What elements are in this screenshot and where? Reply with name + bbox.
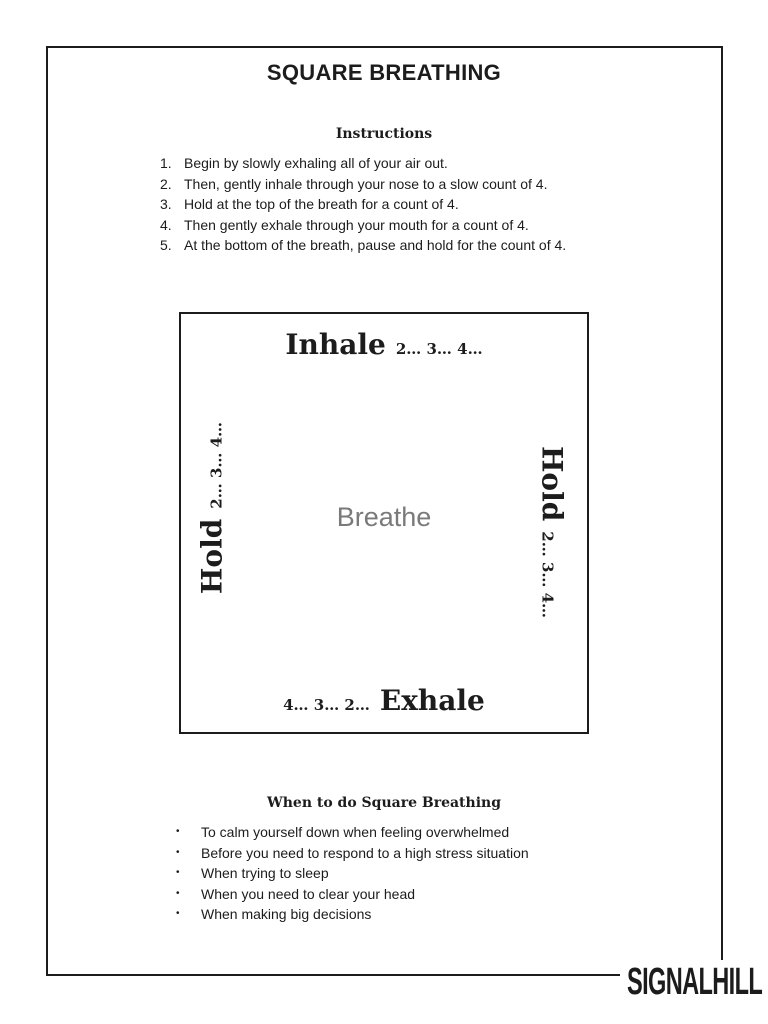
list-item: [160, 194, 566, 215]
list-item: [176, 884, 529, 905]
when-item-text: When making big decisions: [201, 906, 372, 923]
step-text: Hold at the top of the breath for a count of 4.: [184, 196, 459, 213]
step-number: 3.: [160, 196, 172, 213]
when-heading: When to do Square Breathing: [267, 795, 501, 811]
bullet-icon: •: [176, 846, 180, 858]
list-item: [176, 863, 529, 884]
instructions-list: [160, 153, 566, 256]
inhale-label: [0, 328, 768, 361]
when-item-text: To calm yourself down when feeling overwhelmed: [201, 824, 510, 840]
instructions-heading: Instructions: [335, 126, 433, 142]
page-title: SQUARE BREATHING: [266, 60, 502, 85]
exhale-count: 4… 3… 2…: [283, 696, 370, 714]
inhale-word: Inhale: [285, 328, 386, 361]
hold-left-count: 2… 3… 4…: [207, 421, 226, 509]
exhale-label: [0, 684, 768, 717]
bullet-icon: •: [176, 908, 180, 920]
list-item: [160, 235, 566, 256]
list-item: [160, 153, 566, 174]
list-item: [176, 822, 529, 843]
step-number: 4.: [160, 216, 172, 233]
bullet-icon: •: [176, 867, 180, 879]
list-item: [176, 904, 529, 925]
step-number: 2.: [160, 175, 172, 192]
when-list: [176, 822, 529, 925]
when-item-text: When trying to sleep: [201, 865, 329, 882]
hold-right-word: Hold: [535, 445, 569, 522]
hold-left-word: Hold: [195, 518, 229, 595]
exhale-word: Exhale: [379, 684, 485, 717]
hold-right-count: 2… 3… 4…: [538, 531, 557, 619]
when-item-text: Before you need to respond to a high stress situation: [201, 844, 529, 861]
bullet-icon: •: [176, 826, 180, 837]
signalhill-logo: SIGNALHILL: [627, 961, 763, 1003]
step-text: Begin by slowly exhaling all of your air out.: [184, 155, 448, 171]
list-item: [176, 843, 529, 864]
step-number: 5.: [160, 237, 172, 254]
step-text: Then gently exhale through your mouth for a count of 4.: [184, 216, 529, 233]
when-item-text: When you need to clear your head: [201, 885, 416, 902]
list-item: [160, 174, 566, 195]
breathe-center-text: Breathe: [336, 502, 432, 532]
bullet-icon: •: [176, 887, 180, 899]
step-text: Then, gently inhale through your nose to a slow count of 4.: [184, 175, 548, 192]
step-text: At the bottom of the breath, pause and hold for the count of 4.: [184, 237, 567, 254]
inhale-count: 2… 3… 4…: [395, 340, 483, 358]
step-number: 1.: [160, 155, 172, 171]
list-item: [160, 215, 566, 236]
